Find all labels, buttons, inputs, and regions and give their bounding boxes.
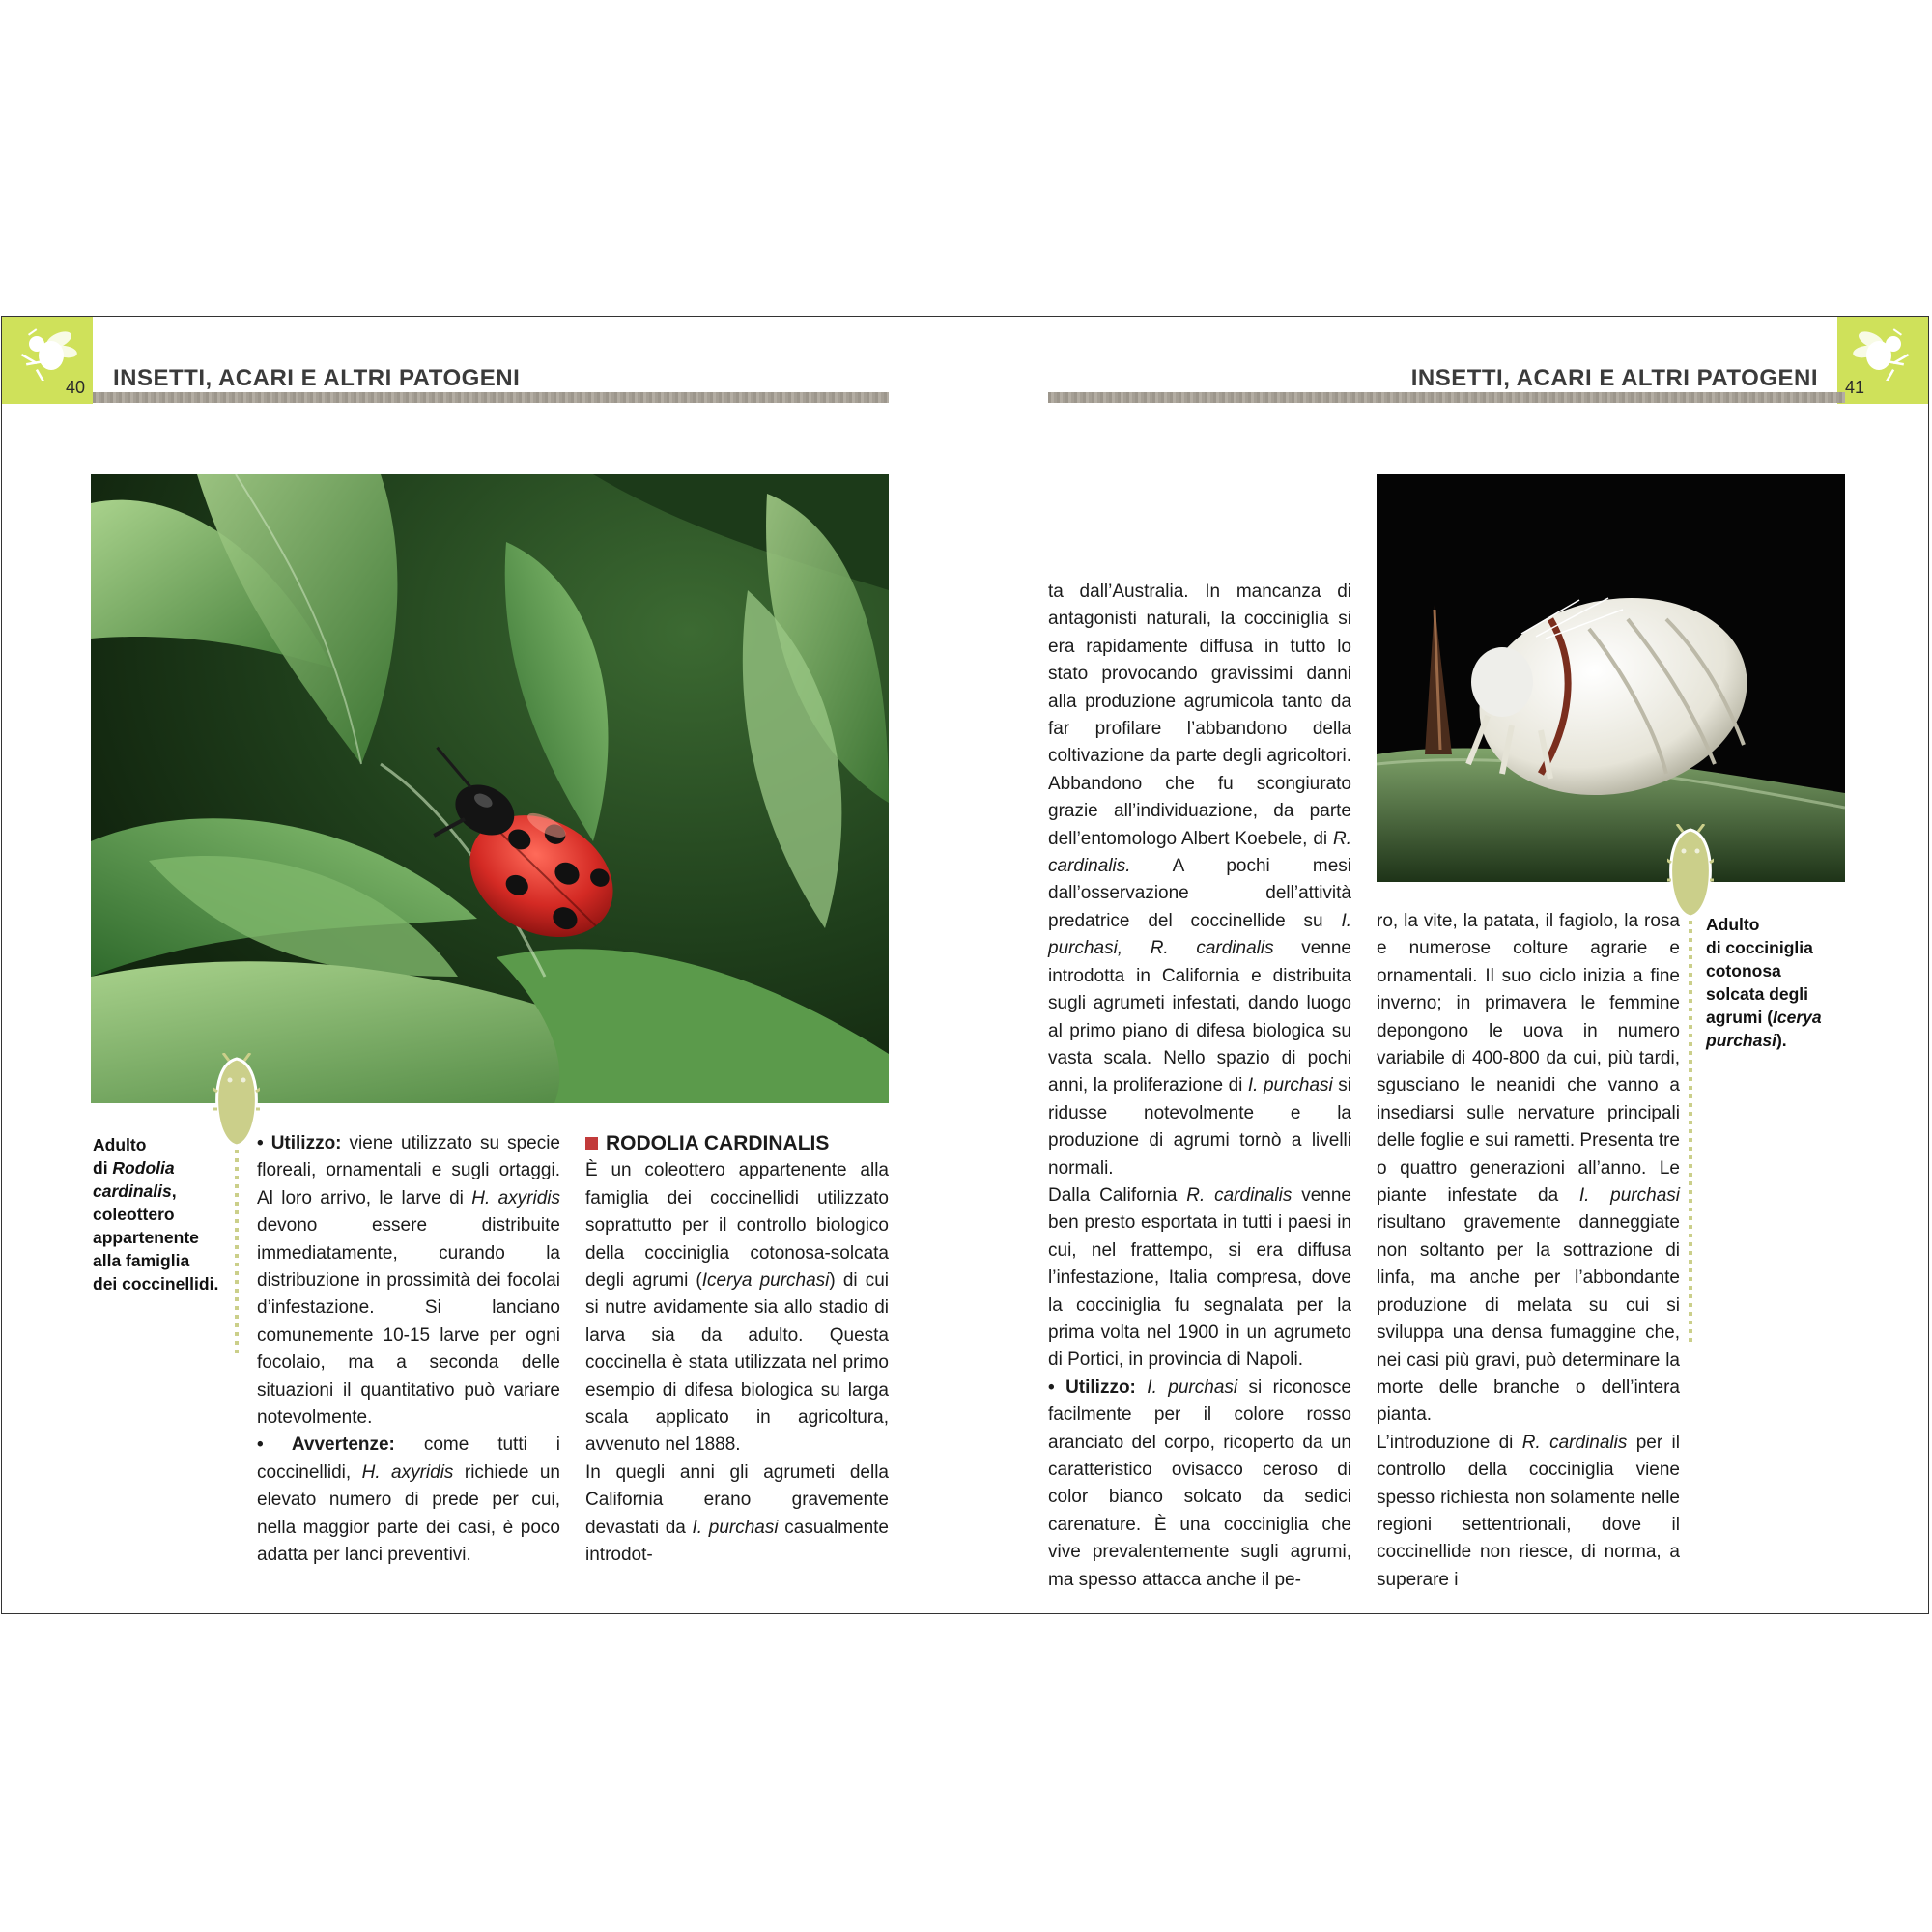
text-column-2: RODOLIA CARDINALIS È un coleottero appartenente alla famiglia dei coccinellidi utilizzato soprattutto per il controllo biologico della cocciniglia cotonosa-solcata degli agrumi (Icerya purchasi) di cui si nutre avidamente sia allo stadio di larva sia da adulto. Questa coccinella è stata utilizzata nel primo esempio di difesa biologica su larga scala applicato in agricoltura, avvenuto nel 1888. In quegli anni gli agrumeti della California erano gravemente devastati da I. purchasi casualmente introdot- — [585, 1132, 889, 1566]
section-heading: RODOLIA CARDINALIS — [585, 1130, 889, 1157]
utilizzo-paragraph: • Utilizzo: viene utilizzato su specie floreali, ornamentali e sugli ortaggi. Al loro arrivo, le larve di H. axyridis devono essere distribuite immediatamente, curando la distribuzione in prossimità dei focolai d’infestazione. Si lanciano comunemente 10-15 larve per ogni focolaio, ma a seconda delle situazioni il quantitativo può variare notevolmente. — [257, 1133, 561, 1429]
left-running-title: INSETTI, ACARI E ALTRI PATOGENI — [113, 365, 521, 391]
right-header-rule — [1048, 392, 1845, 403]
right-page-number: 41 — [1845, 378, 1865, 397]
left-header-rule — [93, 392, 889, 403]
scale-insect-icon — [1667, 824, 1714, 919]
icerya-photo — [1377, 474, 1845, 882]
text-column-3: ta dall’Australia. In mancanza di antagonisti naturali, la cocciniglia si era rapidamente diffusa in tutto lo stato provocando gravissimi danni alla produzione agrumicola tanto da far profilare l’abbandono della coltivazione da parte degli agricoltori. Abbandono che fu scongiurato grazie all’individuazione, da parte dell’entomologo Albert Koebele, di R. cardinalis. A pochi mesi dall’osservazione dell’attività predatrice del coccinellide su I. purchasi, R. cardinalis venne introdotta in California e distribuita sugli agrumeti infestati, dando luogo al primo piano di difesa biologica su vasta scala. Nello spazio di pochi anni, la proliferazione di I. purchasi si ridusse notevolmente e la produzione di agrumi tornò a livelli normali. Dalla California R. cardinalis venne ben presto esportata in tutti i paesi in cui, nel frattempo, si era diffusa l’infestazione, Italia compresa, dove la cocciniglia fu segnalata per la prima volta nel 1900 in un agrumeto di Portici, in provincia di Napoli. • Utilizzo: I. purchasi si riconosce facilmente per il colore rosso aranciato del corpo, ricoperto da un caratteristico ovisacco ceroso di color bianco solcato da sedici carenature. È una cocciniglia che vive prevalentemente sugli agrumi, ma spesso attacca anche il pe- — [1048, 582, 1351, 1590]
book-spread — [1, 316, 1929, 1614]
heading-square-icon — [585, 1137, 598, 1150]
text-column-1 — [257, 1130, 560, 1570]
right-page-tab — [1837, 317, 1928, 404]
fly-icon — [1852, 327, 1914, 381]
left-page-tab — [2, 317, 93, 404]
left-page-number: 40 — [65, 378, 85, 397]
right-caption-dotted-line — [1689, 921, 1692, 1346]
ladybird-caption: Adulto di Rodolia cardinalis, coleottero appartenente alla famiglia dei coccinellidi. — [93, 1135, 219, 1293]
fly-icon — [16, 327, 78, 381]
text-column-4: ro, la vite, la patata, il fagiolo, la rosa e numerose colture agrarie e ornamentali. Il suo ciclo inizia a fine inverno; in primavera le femmine depongono le uova in numero variabile di 400-800 da cui, più tardi, sgusciano le neanidi che vanno a insediarsi sulle nervature principali delle foglie e sui rametti. Presenta tre o quattro generazioni all’anno. Le piante infestate da I. purchasi risultano gravemente danneggiate non soltanto per la sottrazione di linfa, ma anche per l’abbondante produzione di melata su cui si sviluppa una densa fumaggine che, nei casi più gravi, può determinare la morte delle branche o dell’intera pianta. L’introduzione di R. cardinalis per il controllo della cocciniglia viene spesso richiesta non solamente nelle regioni settentrionali, dove il coccinellide non riesce, di norma, a superare i — [1377, 911, 1681, 1590]
ladybird-photo — [91, 474, 889, 1103]
icerya-caption: Adulto di cocciniglia cotonosa solcata degli agrumi (Icerya purchasi). — [1706, 915, 1822, 1050]
left-caption-dotted-line — [235, 1150, 239, 1356]
avvertenze-paragraph: • Avvertenze: come tutti i coccinellidi, H. axyridis richiede un elevato numero di prede per cui, nella maggior parte dei casi, è poco adatta per lanci preventivi. — [257, 1435, 560, 1566]
right-running-title: INSETTI, ACARI E ALTRI PATOGENI — [1410, 365, 1818, 391]
